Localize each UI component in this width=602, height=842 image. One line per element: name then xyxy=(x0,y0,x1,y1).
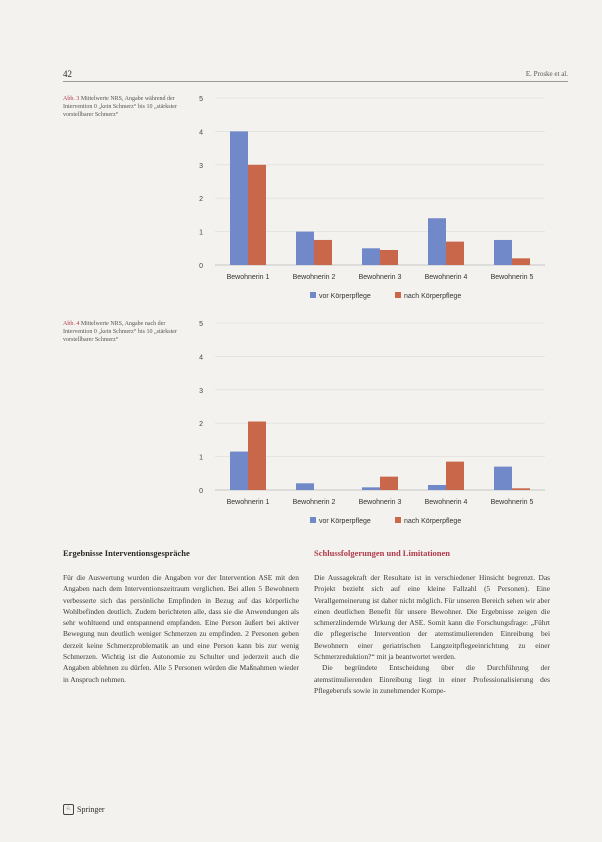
x-tick-label: Bewohnerin 2 xyxy=(292,274,336,281)
legend-swatch xyxy=(310,292,316,298)
x-tick-label: Bewohnerin 1 xyxy=(226,499,270,506)
results-paragraph: Für die Auswertung wurden die Angaben vor der Intervention ASE mit den Angaben nach dem Interventionszeitraum verglichen. Bei allen 5 Bewohnern verbesserte sich das persönliche Empfinden in Bezug auf das körperliche Wohlbefinden deutlich. Zudem berichteten alle, dass sie die Anwendungen als sehr wohltuend und entspannend empfanden. Eine Person äußert bei aktiver Bewegung nun deutlich weniger Schmerzen zu empfinden. 2 Personen geben derzeit keine Schmerzproblematik an und eine Person kann bis zur wenig Schmerzen. Wichtig ist die Autonomie zu Schulter und jederzeit auch die Angaben ablehnen zu dürfen. Alle 5 Personen würden die Maßnahmen wieder in Anspruch nehmen. xyxy=(63,573,299,684)
bar-nach-1 xyxy=(248,422,266,490)
bar-vor-1 xyxy=(230,452,248,490)
legend-label: nach Körperpflege xyxy=(404,293,462,300)
x-tick-label: Bewohnerin 1 xyxy=(226,274,270,281)
y-tick-label: 4 xyxy=(199,354,203,362)
legend-swatch xyxy=(395,292,401,298)
legend-swatch xyxy=(310,517,316,523)
bar-nach-5 xyxy=(512,488,530,490)
bar-nach-2 xyxy=(314,240,332,265)
y-tick-label: 2 xyxy=(199,196,203,204)
figure-3-caption-text: Mittelwerte NRS, Angabe während der Intervention 0 „kein Schmerz“ bis 10 „stärkster vorstellbarer Schmerz“ xyxy=(63,96,177,118)
bar-vor-2 xyxy=(296,483,314,490)
header-rule xyxy=(63,81,568,82)
figure-3-caption xyxy=(63,95,183,119)
x-tick-label: Bewohnerin 3 xyxy=(358,274,402,281)
x-tick-label: Bewohnerin 5 xyxy=(490,274,534,281)
conclusions-paragraph-1: Die Aussagekraft der Resultate ist in verschiedener Hinsicht begrenzt. Das Projekt bezieht sich auf eine kleine Fallzahl (5 Personen). Eine Verallgemeinerung ist daher nicht möglich. Für unseren Bereich sehen wir aber einen deutlichen Benefit für unsere Bewohner. Die Ergebnisse zeigen die schmerzlindernde Wirkung der ASE. Somit kann die Forschungsfrage: „Führt die pflegerische Intervention der atemstimulierenden Einreibung bei Bewohnern einer geriatrischen Langzeitpflegeeinrichtung zu einer Schmerzreduktion?“ mit ja beantwortet werden. xyxy=(314,573,550,662)
y-tick-label: 3 xyxy=(199,162,203,170)
publisher-footer xyxy=(63,804,105,815)
legend-swatch xyxy=(395,517,401,523)
figure-4-chart xyxy=(185,313,555,533)
results-text xyxy=(63,572,299,685)
bar-nach-1 xyxy=(248,165,266,265)
bar-vor-2 xyxy=(296,232,314,265)
page-number: 42 xyxy=(63,69,72,79)
bar-vor-5 xyxy=(494,467,512,490)
figure-4-caption-text: Mittelwerte NRS, Angabe nach der Intervention 0 „kein Schmerz“ bis 10 „stärkster vorstellbarer Schmerz“ xyxy=(63,321,177,343)
figure-3-chart xyxy=(185,88,555,308)
legend-label: vor Körperpflege xyxy=(319,293,371,300)
legend-label: vor Körperpflege xyxy=(319,518,371,525)
y-tick-label: 5 xyxy=(199,96,203,103)
conclusions-text xyxy=(314,572,550,696)
running-head: E. Proske et al. xyxy=(525,70,568,78)
publisher-name: Springer xyxy=(77,805,105,814)
bar-nach-3 xyxy=(380,250,398,265)
y-tick-label: 5 xyxy=(199,321,203,328)
bar-nach-5 xyxy=(512,258,530,265)
y-tick-label: 2 xyxy=(199,421,203,429)
springer-logo-icon: ♘ xyxy=(63,804,74,815)
bar-vor-4 xyxy=(428,485,446,490)
y-tick-label: 4 xyxy=(199,129,203,137)
x-tick-label: Bewohnerin 4 xyxy=(424,274,468,281)
bar-nach-4 xyxy=(446,242,464,265)
y-tick-label: 0 xyxy=(199,263,203,270)
figure-4-label: Abb. 4 xyxy=(63,321,80,327)
figure-3-label: Abb. 3 xyxy=(63,96,80,102)
bar-vor-3 xyxy=(362,248,380,265)
bar-nach-3 xyxy=(380,477,398,490)
y-tick-label: 3 xyxy=(199,387,203,395)
y-tick-label: 1 xyxy=(199,229,203,237)
x-tick-label: Bewohnerin 2 xyxy=(292,499,336,506)
y-tick-label: 1 xyxy=(199,454,203,462)
legend-label: nach Körperpflege xyxy=(404,518,462,525)
x-tick-label: Bewohnerin 3 xyxy=(358,499,402,506)
x-tick-label: Bewohnerin 4 xyxy=(424,499,468,506)
x-tick-label: Bewohnerin 5 xyxy=(490,499,534,506)
bar-vor-3 xyxy=(362,487,380,490)
section-heading-conclusions: Schlussfolgerungen und Limitationen xyxy=(314,548,451,558)
bar-vor-5 xyxy=(494,240,512,265)
bar-vor-1 xyxy=(230,131,248,265)
conclusions-paragraph-2: Die begründete Entscheidung über die Durchführung der atemstimulierenden Einreibung liegt in einer Professionalisierung des Pflegeberufs sowie in zunehmender Kompe- xyxy=(314,663,550,695)
y-tick-label: 0 xyxy=(199,488,203,495)
figure-4-caption xyxy=(63,320,183,344)
bar-nach-4 xyxy=(446,462,464,490)
bar-vor-4 xyxy=(428,218,446,265)
section-heading-results: Ergebnisse Interventionsgespräche xyxy=(63,548,190,558)
